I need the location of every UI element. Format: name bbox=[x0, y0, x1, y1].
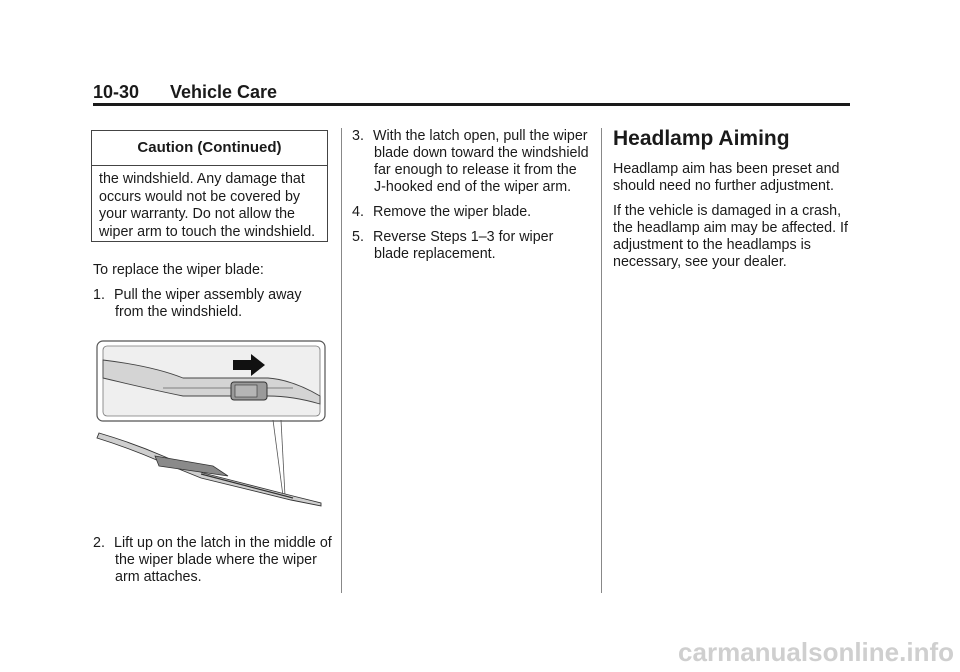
step-text: Remove the wiper blade. bbox=[373, 204, 532, 220]
step-number: 2. bbox=[93, 535, 105, 551]
step-number: 5. bbox=[352, 229, 364, 245]
wiper-blade-illustration bbox=[93, 338, 330, 518]
step-text: Lift up on the latch in the middle of the wiper blade where the wiper arm attaches. bbox=[114, 535, 332, 585]
left-column-lower bbox=[93, 535, 333, 594]
step-text: With the latch open, pull the wiper blade down toward the windshield far enough to release it from the J-hooked end of the wiper arm. bbox=[373, 128, 589, 195]
column-divider bbox=[341, 128, 342, 593]
paragraph: Headlamp aim has been preset and should need no further adjustment. bbox=[613, 161, 840, 194]
list-item bbox=[352, 128, 592, 196]
list-item bbox=[352, 229, 592, 263]
list-item bbox=[352, 204, 592, 221]
step-text: Reverse Steps 1–3 for wiper blade replacement. bbox=[373, 229, 554, 262]
list-item bbox=[93, 287, 333, 321]
step-number: 1. bbox=[93, 287, 105, 303]
step-text: Pull the wiper assembly away from the windshield. bbox=[114, 287, 302, 320]
step-number: 3. bbox=[352, 128, 364, 144]
list-item bbox=[93, 535, 333, 586]
caution-box bbox=[91, 130, 328, 242]
header-rule bbox=[93, 103, 850, 106]
page-number: 10-30 bbox=[93, 82, 140, 102]
column-divider bbox=[601, 128, 602, 593]
step-number: 4. bbox=[352, 204, 364, 220]
paragraph: If the vehicle is damaged in a crash, the headlamp aim may be affected. If adjustment to the headlamps is necessary, see your dealer. bbox=[613, 203, 848, 270]
left-column bbox=[93, 262, 333, 329]
intro-text: To replace the wiper blade: bbox=[93, 262, 264, 278]
section-heading: Headlamp Aiming bbox=[613, 127, 790, 150]
middle-column bbox=[352, 128, 592, 271]
section-title: Vehicle Care bbox=[170, 82, 278, 102]
right-column bbox=[613, 161, 853, 279]
caution-title: Caution (Continued) bbox=[92, 131, 327, 166]
watermark: carmanualsonline.info bbox=[678, 637, 954, 667]
caution-text: the windshield. Any damage that occurs would not be covered by your warranty. Do not allow the wiper arm to touch the windshield. bbox=[99, 171, 316, 240]
